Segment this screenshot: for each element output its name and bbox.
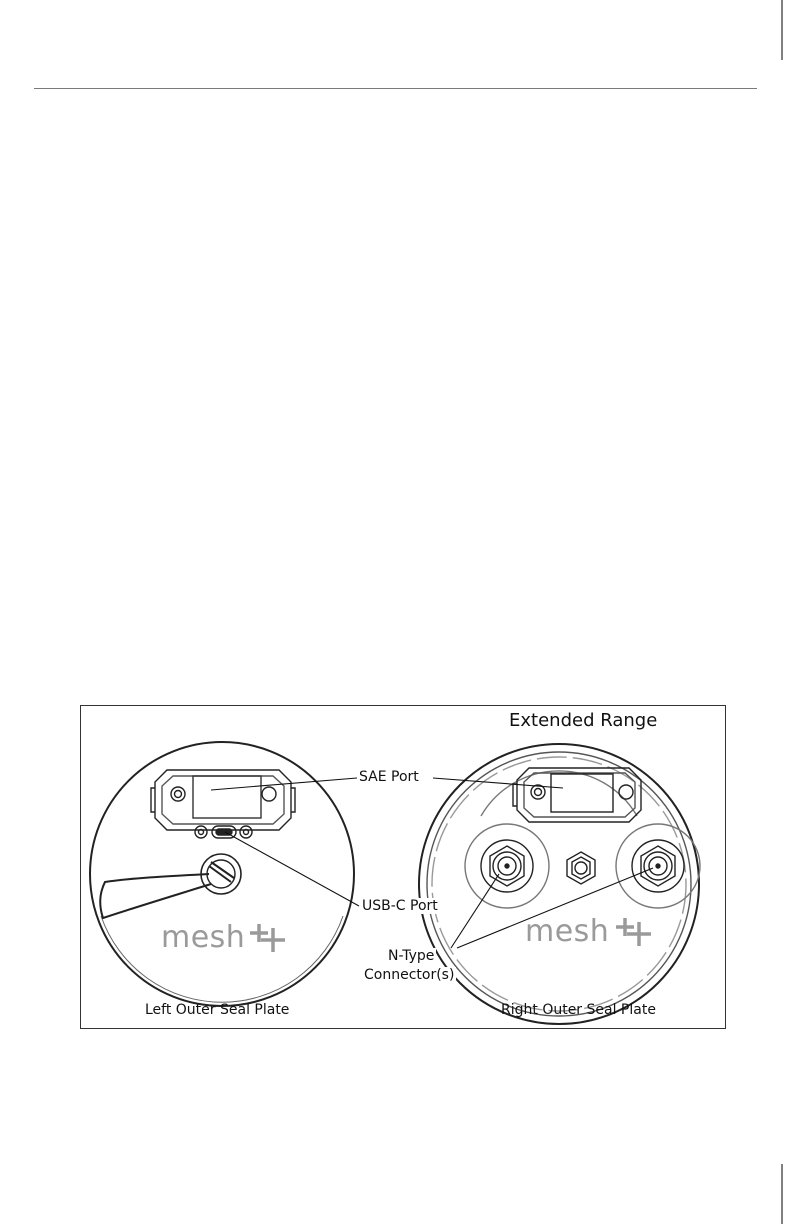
leader-sae-right <box>433 778 563 788</box>
left-mesh-logo: mesh <box>161 920 246 955</box>
right-pressure-vent <box>567 852 595 884</box>
left-pressure-vent <box>100 854 241 918</box>
callout-n-type-line1: N-Type <box>388 948 435 964</box>
caption-right-outer-seal-plate: Right Outer Seal Plate <box>501 1002 656 1018</box>
right-n-type-connector-left <box>465 824 549 908</box>
header-rule <box>34 88 757 89</box>
leader-usb-c <box>225 832 359 906</box>
callout-usb-c-port: USB-C Port <box>362 898 438 914</box>
leader-n-type-left <box>451 874 499 948</box>
crop-mark-bottom-right <box>770 1150 792 1224</box>
crop-mark-top-right <box>770 0 792 70</box>
seal-plate-figure <box>80 705 726 1029</box>
caption-left-outer-seal-plate: Left Outer Seal Plate <box>145 1002 290 1018</box>
right-seal-plate <box>419 744 700 1024</box>
callout-sae-port: SAE Port <box>359 769 419 785</box>
callout-n-type-line2: Connector(s) <box>364 967 455 983</box>
left-usb-c-port <box>195 826 252 838</box>
right-mesh-logo: mesh <box>525 914 610 949</box>
left-sae-port <box>151 770 295 830</box>
right-n-type-connector-right <box>616 824 700 908</box>
right-sae-port <box>513 768 641 822</box>
figure-title: Extended Range <box>509 710 658 731</box>
